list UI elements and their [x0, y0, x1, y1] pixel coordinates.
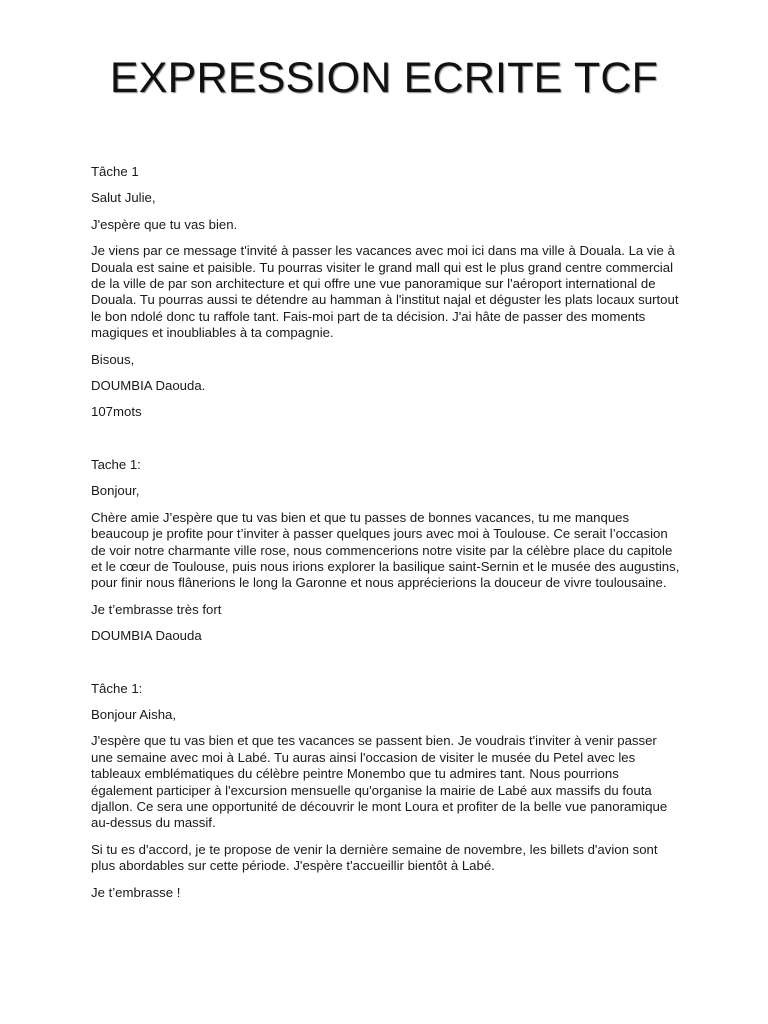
letter-greeting: Bonjour Aisha,: [91, 706, 177, 722]
document-body: [91, 164, 681, 911]
letter-signature: DOUMBIA Daouda.: [91, 378, 206, 394]
section-heading: Tâche 1:: [91, 680, 143, 696]
letter-closing: Bisous,: [91, 351, 135, 367]
letter-section: [91, 164, 681, 421]
section-divider: [91, 431, 681, 457]
letter-intro: J'espère que tu vas bien.: [91, 216, 238, 232]
letter-section: [91, 681, 681, 901]
letter-closing: Je t’embrasse très fort: [91, 601, 222, 617]
word-count: 107mots: [91, 404, 142, 420]
letter-greeting: Bonjour,: [91, 483, 140, 499]
letter-body: J'espère que tu vas bien et que tes vacances se passent bien. Je voudrais t'inviter à venir passer une semaine avec moi à Labé. Tu auras ainsi l'occasion de visiter le musée du Petel avec les tableaux emblématiques du célèbre peintre Monembo que tu admires tant. Nous pourrions également participer à l'excursion mensuelle qu'organise la mairie de Labé aux massifs du fouta djallon. Ce sera une opportunité de découvrir le mont Loura et profiter de la belle vue panoramique au-dessus du massif.: [91, 733, 668, 831]
letter-signature: DOUMBIA Daouda: [91, 628, 202, 644]
letter-section: [91, 457, 681, 645]
section-divider: [91, 655, 681, 681]
page-title: EXPRESSION ECRITE TCF: [109, 54, 659, 102]
letter-closing: Je t’embrasse !: [91, 884, 181, 900]
letter-body-continued: Si tu es d'accord, je te propose de venir la dernière semaine de novembre, les billets d'avion sont plus abordables sur cette période. J'espère t'accueillir bientôt à Labé.: [91, 841, 658, 874]
letter-greeting: Salut Julie,: [91, 190, 156, 206]
section-heading: Tâche 1: [91, 164, 139, 179]
letter-body: Chère amie J’espère que tu vas bien et que tu passes de bonnes vacances, tu me manques beaucoup je profite pour t’inviter à passer quelques jours avec moi à Toulouse. Ce serait l’occasion de voir notre charmante ville rose, nous commencerions notre visite par la célèbre place du capitole et le cœur de Toulouse, puis nous irions explorer la basilique saint-Sernin et le musée des augustins, pour finir nous flânerions le long la Garonne et nous apprécierions la douceur de vivre toulousaine.: [91, 509, 680, 591]
section-heading: Tache 1:: [91, 456, 141, 472]
letter-body: Je viens par ce message t'invité à passer les vacances avec moi ici dans ma ville à Douala. La vie à Douala est saine et paisible. Tu pourras visiter le grand mall qui est le plus grand centre commercial de la ville de par son architecture et qui offre une vue panoramique sur l'aéroport international de Douala. Tu pourras aussi te détendre au hamman à l'institut najal et déguster les plats locaux surtout le bon ndolé donc tu raffole tant. Fais-moi part de ta décision. J'ai hâte de passer des moments magiques et inoubliables à ta compagnie.: [91, 243, 679, 341]
